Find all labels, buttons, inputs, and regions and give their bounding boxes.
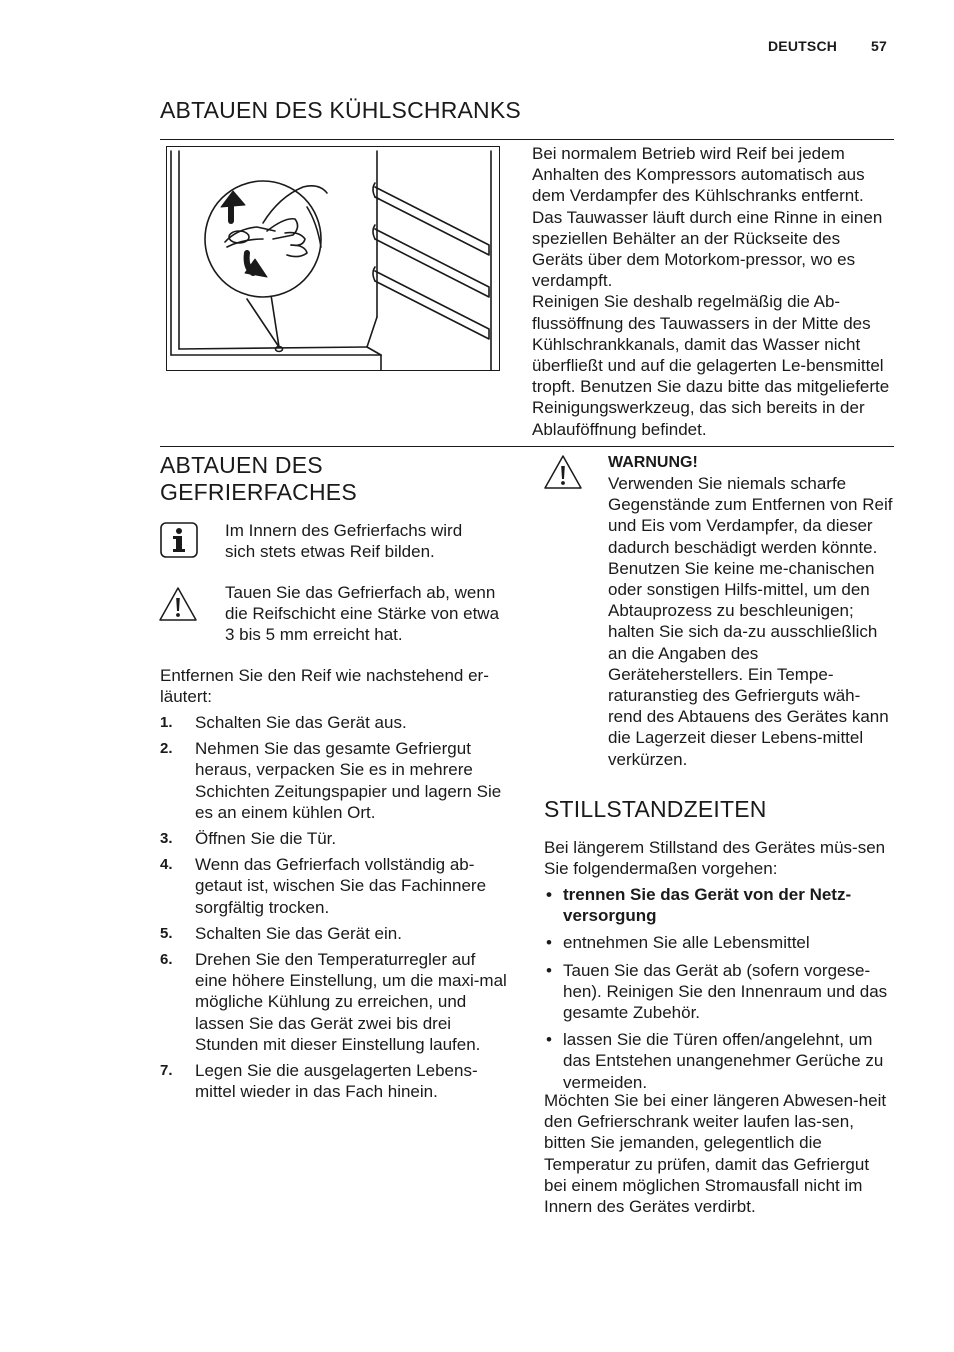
list-item	[544, 1029, 894, 1093]
section-divider	[160, 139, 894, 140]
list-item	[160, 854, 510, 918]
step-text: Legen Sie die ausgelagerten Lebens-mittel wieder in das Fach hinein.	[195, 1061, 478, 1102]
section-divider	[160, 446, 894, 447]
warning-text: Verwenden Sie niemals scharfe Gegenstände zum Entfernen von Reif und Eis vom Verdampfer, da dieser dadurch beschädigt werden könnte. Benutzen Sie keine me-chanischen oder sonstigen Hilfs-mittel, um den Abtauprozess zu beschleunigen; halten Sie sich da-zu ausschließlich an die Angaben des Geräteherstellers. Ein Tempe-raturanstieg des Gefrierguts wäh-rend des Abtauens des Gerätes kann die Lagerzeit dieser Lebens-mittel verkürzen.	[608, 474, 893, 769]
list-item	[544, 884, 894, 926]
list-item	[160, 949, 510, 1055]
step-text: Schalten Sie das Gerät ein.	[195, 923, 402, 943]
list-item-text: Tauen Sie das Gerät ab (sofern vorgese-hen). Reinigen Sie den Innenraum und das gesamte Zubehör.	[563, 960, 888, 1023]
defrost-steps-list	[160, 712, 510, 1107]
standstill-title: STILLSTANDZEITEN	[544, 796, 767, 822]
info-icon	[159, 521, 199, 559]
list-item-text: trennen Sie das Gerät von der Netz-versorgung	[563, 885, 852, 926]
bullet: •	[546, 1030, 552, 1050]
list-item	[160, 828, 510, 849]
warning-block	[608, 452, 894, 770]
freezer-intro: Entfernen Sie den Reif wie nachstehend er-läutert:	[160, 666, 489, 707]
list-item	[160, 923, 510, 944]
bullet: •	[546, 885, 552, 904]
warning-heading: WARNUNG!	[608, 454, 698, 471]
standstill-list	[544, 884, 894, 1093]
list-item-text: entnehmen Sie alle Lebensmittel	[563, 933, 810, 953]
header-language: DEUTSCH	[768, 38, 838, 54]
step-text: Drehen Sie den Temperaturregler auf eine höhere Einstellung, um die maxi-mal mögliche Kühlung zu erreichen, und lassen Sie das Gerät zwei bis drei Stunden mit dieser Einstellung laufen.	[195, 950, 507, 1054]
list-item-text: lassen Sie die Türen offen/angelehnt, um das Entstehen unangenehmer Gerüche zu vermeiden.	[563, 1030, 884, 1092]
bullet: •	[546, 960, 552, 980]
step-text: Schalten Sie das Gerät aus.	[195, 713, 407, 732]
list-item	[160, 712, 510, 733]
freezer-title-line1: ABTAUEN DES	[160, 452, 323, 478]
step-text: Öffnen Sie die Tür.	[195, 829, 337, 849]
standstill-outro: Möchten Sie bei einer längeren Abwesen-heit den Gefrierschrank weiter laufen las-sen, bitten Sie jemanden, gelegentlich die Temperatur zu prüfen, damit das Gefriergut bei einem möglichen Stromausfall nicht im Innern des Gerätes verdirbt.	[544, 1091, 887, 1217]
fridge-paragraph-2: Reinigen Sie deshalb regelmäßig die Ab-flussöffnung des Tauwassers in der Mitte des Kühlschrankkanals, damit das Wasser nicht überfließt und auf die gelagerten Le-bensmittel tropft. Benutzen Sie dazu bitte das mitgelieferte Reinigungswerkzeug, das sich bereits in der Ablauföffnung befindet.	[532, 292, 890, 439]
list-item	[544, 932, 894, 953]
step-number: 7.	[160, 1062, 173, 1080]
step-number: 3.	[160, 830, 173, 848]
page-number: 57	[871, 38, 887, 54]
fridge-defrost-title: ABTAUEN DES KÜHLSCHRANKS	[160, 97, 521, 123]
step-number: 1.	[160, 714, 173, 731]
list-item	[544, 960, 894, 1024]
step-number: 5.	[160, 924, 173, 942]
step-text: Wenn das Gefrierfach vollständig ab-getaut ist, wischen Sie das Fachinnere sorgfältig trocken.	[195, 855, 487, 917]
freezer-title-line2: GEFRIERFACHES	[160, 479, 357, 505]
freezer-defrost-title	[160, 452, 357, 506]
standstill-intro: Bei längerem Stillstand des Gerätes müs-sen Sie folgendermaßen vorgehen:	[544, 838, 886, 879]
step-number: 2.	[160, 740, 173, 758]
list-item	[160, 1060, 510, 1102]
warning-triangle-icon	[158, 585, 198, 623]
step-number: 6.	[160, 951, 173, 969]
bullet: •	[546, 933, 552, 953]
fridge-paragraph-1: Bei normalem Betrieb wird Reif bei jedem Anhalten des Kompressors automatisch aus dem Verdampfer des Kühlschranks entfernt. Das Tauwasser läuft durch eine Rinne in einen speziellen Behälter an der Rückseite des Geräts über dem Motorkom-pressor, wo es verdampft.	[532, 144, 883, 291]
info-text: Im Innern des Gefrierfachs wird sich stets etwas Reif bilden.	[225, 521, 463, 562]
step-text: Nehmen Sie das gesamte Gefriergut heraus, verpacken Sie es in mehrere Schichten Zeitungspapier und lagern Sie es an einem kühlen Ort.	[195, 739, 502, 822]
step-number: 4.	[160, 856, 173, 874]
caution-text: Tauen Sie das Gefrierfach ab, wenn die Reifschicht eine Stärke von etwa 3 bis 5 mm erreicht hat.	[225, 583, 500, 645]
warning-triangle-icon	[543, 453, 583, 491]
list-item	[160, 738, 510, 823]
drain-cleaning-illustration	[166, 146, 500, 371]
